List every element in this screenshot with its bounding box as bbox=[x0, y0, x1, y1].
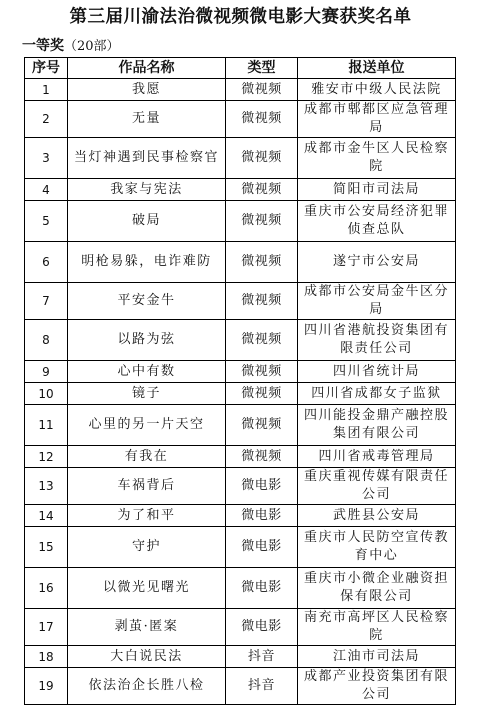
cell-work: 守护 bbox=[68, 527, 226, 568]
cell-no: 18 bbox=[25, 646, 68, 668]
cell-no: 16 bbox=[25, 568, 68, 609]
cell-work: 以路为弦 bbox=[68, 320, 226, 361]
section-heading bbox=[22, 36, 120, 56]
cell-no: 10 bbox=[25, 383, 68, 405]
cell-no: 12 bbox=[25, 446, 68, 468]
table-row bbox=[25, 468, 456, 505]
cell-unit: 成都产业投资集团有限公司 bbox=[298, 668, 456, 705]
table-row bbox=[25, 138, 456, 179]
cell-no: 1 bbox=[25, 79, 68, 101]
table-row bbox=[25, 361, 456, 383]
cell-work: 无量 bbox=[68, 101, 226, 138]
cell-work: 有我在 bbox=[68, 446, 226, 468]
cell-unit: 简阳市司法局 bbox=[298, 179, 456, 201]
header-type: 类型 bbox=[226, 58, 298, 79]
cell-unit: 江油市司法局 bbox=[298, 646, 456, 668]
cell-work: 当灯神遇到民事检察官 bbox=[68, 138, 226, 179]
cell-unit: 南充市高坪区人民检察院 bbox=[298, 609, 456, 646]
cell-type: 微视频 bbox=[226, 138, 298, 179]
table-row bbox=[25, 668, 456, 705]
table-row bbox=[25, 383, 456, 405]
cell-unit: 四川能投金鼎产融控股集团有限公司 bbox=[298, 405, 456, 446]
table-row bbox=[25, 242, 456, 283]
cell-work: 平安金牛 bbox=[68, 283, 226, 320]
cell-type: 微视频 bbox=[226, 361, 298, 383]
table-header-row bbox=[25, 58, 456, 79]
cell-unit: 四川省戒毒管理局 bbox=[298, 446, 456, 468]
table-row bbox=[25, 283, 456, 320]
cell-unit: 成都市金牛区人民检察院 bbox=[298, 138, 456, 179]
header-no: 序号 bbox=[25, 58, 68, 79]
cell-unit: 雅安市中级人民法院 bbox=[298, 79, 456, 101]
table-row bbox=[25, 646, 456, 668]
cell-type: 微视频 bbox=[226, 446, 298, 468]
cell-no: 2 bbox=[25, 101, 68, 138]
table-row bbox=[25, 179, 456, 201]
cell-work: 镜子 bbox=[68, 383, 226, 405]
cell-work: 心里的另一片天空 bbox=[68, 405, 226, 446]
table-row bbox=[25, 446, 456, 468]
cell-type: 微视频 bbox=[226, 179, 298, 201]
cell-unit: 成都市郫都区应急管理局 bbox=[298, 101, 456, 138]
table-body bbox=[25, 79, 456, 705]
cell-type: 微视频 bbox=[226, 242, 298, 283]
cell-type: 微电影 bbox=[226, 609, 298, 646]
cell-unit: 遂宁市公安局 bbox=[298, 242, 456, 283]
cell-unit: 武胜县公安局 bbox=[298, 505, 456, 527]
cell-no: 9 bbox=[25, 361, 68, 383]
cell-work: 我家与宪法 bbox=[68, 179, 226, 201]
cell-no: 6 bbox=[25, 242, 68, 283]
cell-work: 为了和平 bbox=[68, 505, 226, 527]
cell-unit: 四川省成都女子监狱 bbox=[298, 383, 456, 405]
awards-table bbox=[24, 57, 456, 705]
cell-work: 剥茧·匿案 bbox=[68, 609, 226, 646]
table-row bbox=[25, 101, 456, 138]
cell-unit: 成都市公安局金牛区分局 bbox=[298, 283, 456, 320]
cell-unit: 重庆市公安局经济犯罪侦查总队 bbox=[298, 201, 456, 242]
cell-type: 微视频 bbox=[226, 201, 298, 242]
cell-no: 3 bbox=[25, 138, 68, 179]
table-row bbox=[25, 527, 456, 568]
cell-no: 14 bbox=[25, 505, 68, 527]
cell-type: 微视频 bbox=[226, 383, 298, 405]
table-row bbox=[25, 320, 456, 361]
cell-type: 抖音 bbox=[226, 668, 298, 705]
cell-type: 微电影 bbox=[226, 505, 298, 527]
cell-type: 抖音 bbox=[226, 646, 298, 668]
page-title: 第三届川渝法治微视频微电影大赛获奖名单 bbox=[69, 7, 412, 27]
cell-no: 5 bbox=[25, 201, 68, 242]
cell-no: 19 bbox=[25, 668, 68, 705]
header-work: 作品名称 bbox=[68, 58, 226, 79]
cell-no: 13 bbox=[25, 468, 68, 505]
cell-type: 微电影 bbox=[226, 568, 298, 609]
cell-no: 15 bbox=[25, 527, 68, 568]
cell-no: 17 bbox=[25, 609, 68, 646]
header-unit: 报送单位 bbox=[298, 58, 456, 79]
table-row bbox=[25, 609, 456, 646]
cell-type: 微电影 bbox=[226, 468, 298, 505]
cell-work: 破局 bbox=[68, 201, 226, 242]
cell-no: 7 bbox=[25, 283, 68, 320]
cell-work: 大白说民法 bbox=[68, 646, 226, 668]
cell-type: 微视频 bbox=[226, 320, 298, 361]
cell-no: 11 bbox=[25, 405, 68, 446]
cell-work: 我愿 bbox=[68, 79, 226, 101]
cell-unit: 四川省统计局 bbox=[298, 361, 456, 383]
cell-type: 微视频 bbox=[226, 405, 298, 446]
cell-type: 微电影 bbox=[226, 527, 298, 568]
cell-work: 车祸背后 bbox=[68, 468, 226, 505]
cell-work: 以微光见曙光 bbox=[68, 568, 226, 609]
table-row bbox=[25, 405, 456, 446]
cell-work: 明枪易躲，电诈难防 bbox=[68, 242, 226, 283]
cell-unit: 重庆重视传媒有限责任公司 bbox=[298, 468, 456, 505]
cell-unit: 四川省港航投资集团有限责任公司 bbox=[298, 320, 456, 361]
table-row bbox=[25, 201, 456, 242]
section-label: 一等奖 bbox=[22, 38, 64, 54]
table-row bbox=[25, 568, 456, 609]
section-count: （20部） bbox=[64, 39, 120, 54]
cell-work: 心中有数 bbox=[68, 361, 226, 383]
table-row bbox=[25, 505, 456, 527]
cell-work: 依法治企长胜八检 bbox=[68, 668, 226, 705]
cell-no: 4 bbox=[25, 179, 68, 201]
cell-type: 微视频 bbox=[226, 79, 298, 101]
cell-type: 微视频 bbox=[226, 101, 298, 138]
cell-type: 微视频 bbox=[226, 283, 298, 320]
table-row bbox=[25, 79, 456, 101]
cell-unit: 重庆市人民防空宣传教育中心 bbox=[298, 527, 456, 568]
cell-unit: 重庆市小微企业融资担保有限公司 bbox=[298, 568, 456, 609]
cell-no: 8 bbox=[25, 320, 68, 361]
